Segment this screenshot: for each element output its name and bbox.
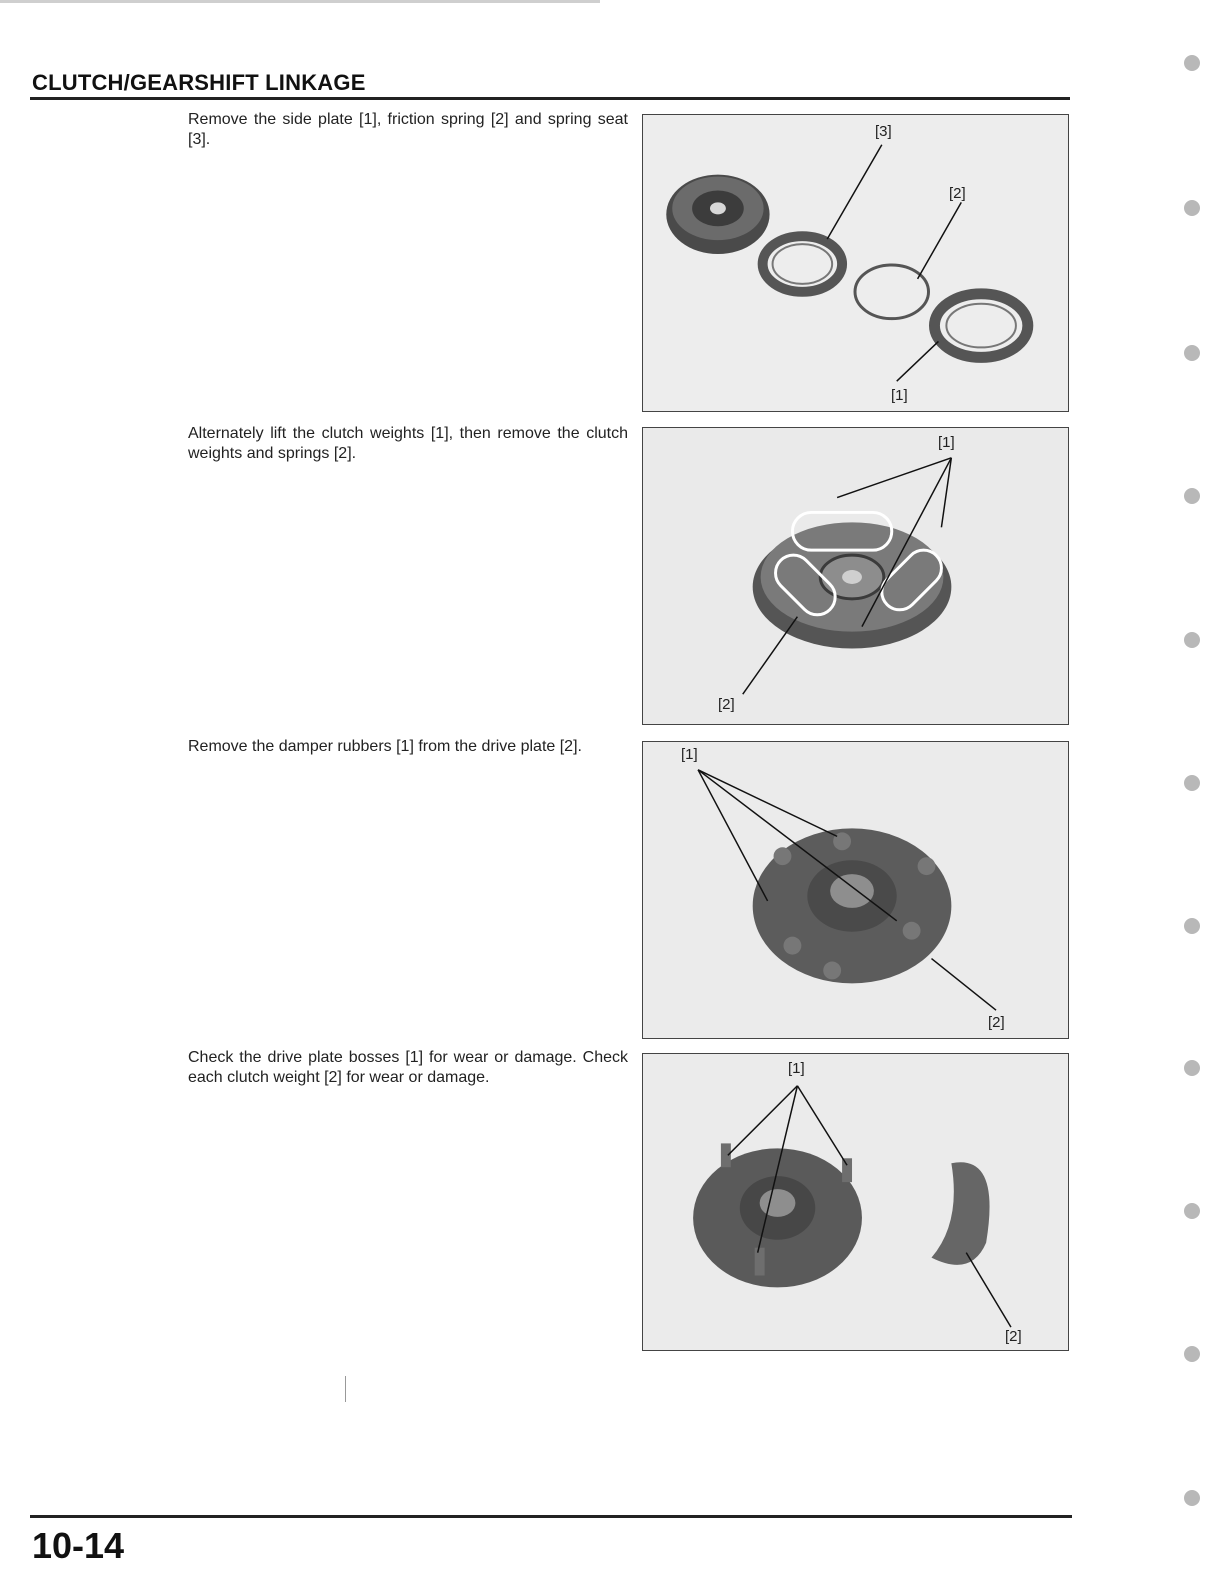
- drive-plate-bosses-photo: [643, 1054, 1068, 1350]
- scan-mark: [345, 1376, 346, 1402]
- binder-hole: [1184, 775, 1200, 791]
- figure-2-callout-1: [1]: [938, 434, 955, 451]
- binder-hole: [1184, 1060, 1200, 1076]
- binder-hole: [1184, 55, 1200, 71]
- footer-rule: [30, 1515, 1072, 1518]
- figure-1-callout-3: [3]: [875, 123, 892, 140]
- step-4-figure: [642, 1053, 1069, 1351]
- step-3-figure: [642, 741, 1069, 1039]
- figure-3-callout-1: [1]: [681, 746, 698, 763]
- binder-hole: [1184, 632, 1200, 648]
- page-top-edge: [0, 0, 600, 3]
- step-2-text: Alternately lift the clutch weights [1], then remove the clutch weights and springs [2].: [188, 425, 628, 462]
- binder-hole: [1184, 1203, 1200, 1219]
- step-2-figure: [642, 427, 1069, 725]
- figure-2-callout-2: [2]: [718, 696, 735, 713]
- binder-hole: [1184, 200, 1200, 216]
- binder-holes: [1180, 0, 1200, 1582]
- step-3-text: Remove the damper rubbers [1] from the drive plate [2].: [188, 738, 582, 755]
- binder-hole: [1184, 1346, 1200, 1362]
- binder-hole: [1184, 345, 1200, 361]
- figure-4-callout-1: [1]: [788, 1060, 805, 1077]
- figure-3-callout-2: [2]: [988, 1014, 1005, 1031]
- binder-hole: [1184, 488, 1200, 504]
- title-rule: [30, 97, 1070, 100]
- clutch-weights-photo: [643, 428, 1068, 724]
- clutch-side-plate-photo: [643, 115, 1068, 411]
- section-title: CLUTCH/GEARSHIFT LINKAGE: [32, 70, 366, 95]
- page-number: 10-14: [32, 1525, 125, 1566]
- figure-4-callout-2: [2]: [1005, 1328, 1022, 1345]
- step-1-figure: [642, 114, 1069, 412]
- binder-hole: [1184, 1490, 1200, 1506]
- step-1-text: Remove the side plate [1], friction spring [2] and spring seat [3].: [188, 111, 628, 148]
- figure-1-callout-2: [2]: [949, 185, 966, 202]
- figure-1-callout-1: [1]: [891, 387, 908, 404]
- drive-plate-photo: [643, 742, 1068, 1038]
- step-4-text: Check the drive plate bosses [1] for wear or damage. Check each clutch weight [2] for wear or damage.: [188, 1049, 628, 1086]
- binder-hole: [1184, 918, 1200, 934]
